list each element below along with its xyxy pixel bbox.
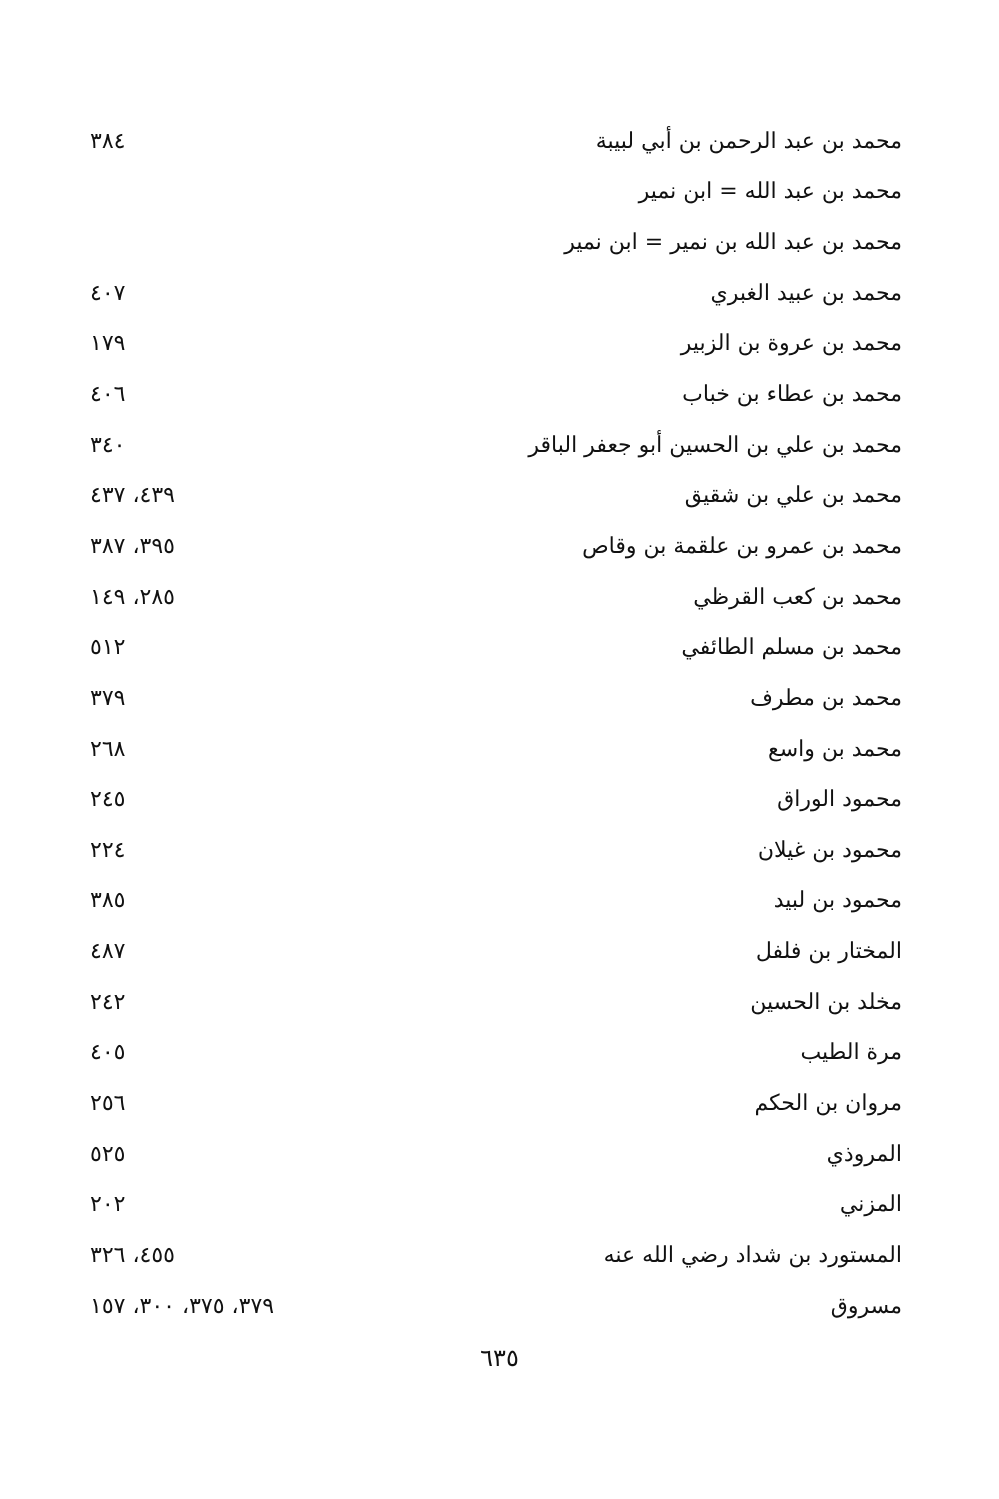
index-entry	[90, 926, 902, 977]
index-entry	[90, 167, 902, 218]
index-entry	[90, 1078, 902, 1129]
index-entry	[90, 217, 902, 268]
entry-pages: ٢٠٢	[90, 1192, 126, 1218]
index-entry	[90, 1179, 902, 1230]
entry-pages: ٣٧٩، ٣٧٥، ٣٠٠، ١٥٧	[90, 1293, 275, 1319]
entry-pages: ٥١٢	[90, 635, 126, 661]
index-entry	[90, 470, 902, 521]
entry-pages: ٤٠٥	[90, 1040, 126, 1066]
index-entry	[90, 1281, 902, 1332]
index-entry	[90, 977, 902, 1028]
index-entry	[90, 1129, 902, 1180]
index-entry	[90, 521, 902, 572]
entry-name: المختار بن فلفل	[755, 939, 902, 965]
entry-name: محمد بن عمرو بن علقمة بن وقاص	[582, 533, 902, 559]
index-entry	[90, 1230, 902, 1281]
entry-pages: ٤٥٥، ٣٢٦	[90, 1242, 175, 1268]
entry-name: محمد بن عبيد الغبري	[710, 280, 902, 306]
entry-pages: ٤٠٧	[90, 280, 126, 306]
index-entry	[90, 825, 902, 876]
entry-name: محمد بن عبد الرحمن بن أبي لبيبة	[595, 128, 902, 154]
entry-name: محمد بن عروة بن الزبير	[680, 331, 902, 357]
entry-name: محمد بن علي بن الحسين أبو جعفر الباقر	[528, 432, 902, 458]
entry-pages: ٣٩٥، ٣٨٧	[90, 533, 175, 559]
index-list	[90, 116, 902, 1331]
page-number: ٦٣٥	[480, 1344, 519, 1372]
entry-pages: ٤٣٩، ٤٣٧	[90, 483, 175, 509]
entry-name: محمد بن واسع	[768, 736, 902, 762]
entry-name: محمود الوراق	[777, 787, 902, 813]
entry-pages: ٤٨٧	[90, 939, 126, 965]
index-entry	[90, 116, 902, 167]
entry-pages: ٢٦٨	[90, 736, 126, 762]
entry-name: محمد بن مطرف	[750, 685, 902, 711]
entry-name: المزني	[839, 1192, 902, 1218]
index-entry	[90, 774, 902, 825]
entry-pages: ٢٤٥	[90, 787, 126, 813]
entry-pages: ٢٤٢	[90, 989, 126, 1015]
entry-pages: ١٧٩	[90, 331, 126, 357]
entry-name: مخلد بن الحسين	[750, 989, 902, 1015]
entry-name: محمود بن لبيد	[773, 888, 902, 914]
index-entry	[90, 724, 902, 775]
index-entry	[90, 622, 902, 673]
entry-name: محمد بن علي بن شقيق	[684, 483, 902, 509]
entry-name: محمد بن كعب القرظي	[693, 584, 902, 610]
entry-name: محمد بن عبد الله = ابن نمير	[638, 179, 902, 205]
entry-pages: ٥٢٥	[90, 1141, 126, 1167]
index-entry	[90, 673, 902, 724]
entry-name: المروذي	[826, 1141, 902, 1167]
index-entry	[90, 420, 902, 471]
index-entry	[90, 572, 902, 623]
entry-pages: ٢٨٥، ١٤٩	[90, 584, 175, 610]
index-entry	[90, 319, 902, 370]
entry-pages: ٤٠٦	[90, 382, 126, 408]
entry-name: مسروق	[830, 1293, 902, 1319]
entry-name: مروان بن الحكم	[754, 1090, 902, 1116]
entry-pages: ٣٧٩	[90, 685, 126, 711]
entry-name: محمود بن غيلان	[757, 837, 902, 863]
entry-name: محمد بن عطاء بن خباب	[682, 382, 902, 408]
index-entry	[90, 268, 902, 319]
entry-pages: ٣٨٤	[90, 128, 126, 154]
entry-pages: ٢٢٤	[90, 837, 126, 863]
entry-pages: ٢٥٦	[90, 1090, 126, 1116]
entry-pages: ٣٤٠	[90, 432, 126, 458]
index-entry	[90, 369, 902, 420]
index-entry	[90, 1028, 902, 1079]
entry-name: محمد بن عبد الله بن نمير = ابن نمير	[564, 230, 902, 256]
entry-name: محمد بن مسلم الطائفي	[681, 635, 902, 661]
index-entry	[90, 876, 902, 927]
entry-name: المستورد بن شداد رضي الله عنه	[603, 1242, 902, 1268]
entry-name: مرة الطيب	[800, 1040, 902, 1066]
entry-pages: ٣٨٥	[90, 888, 126, 914]
